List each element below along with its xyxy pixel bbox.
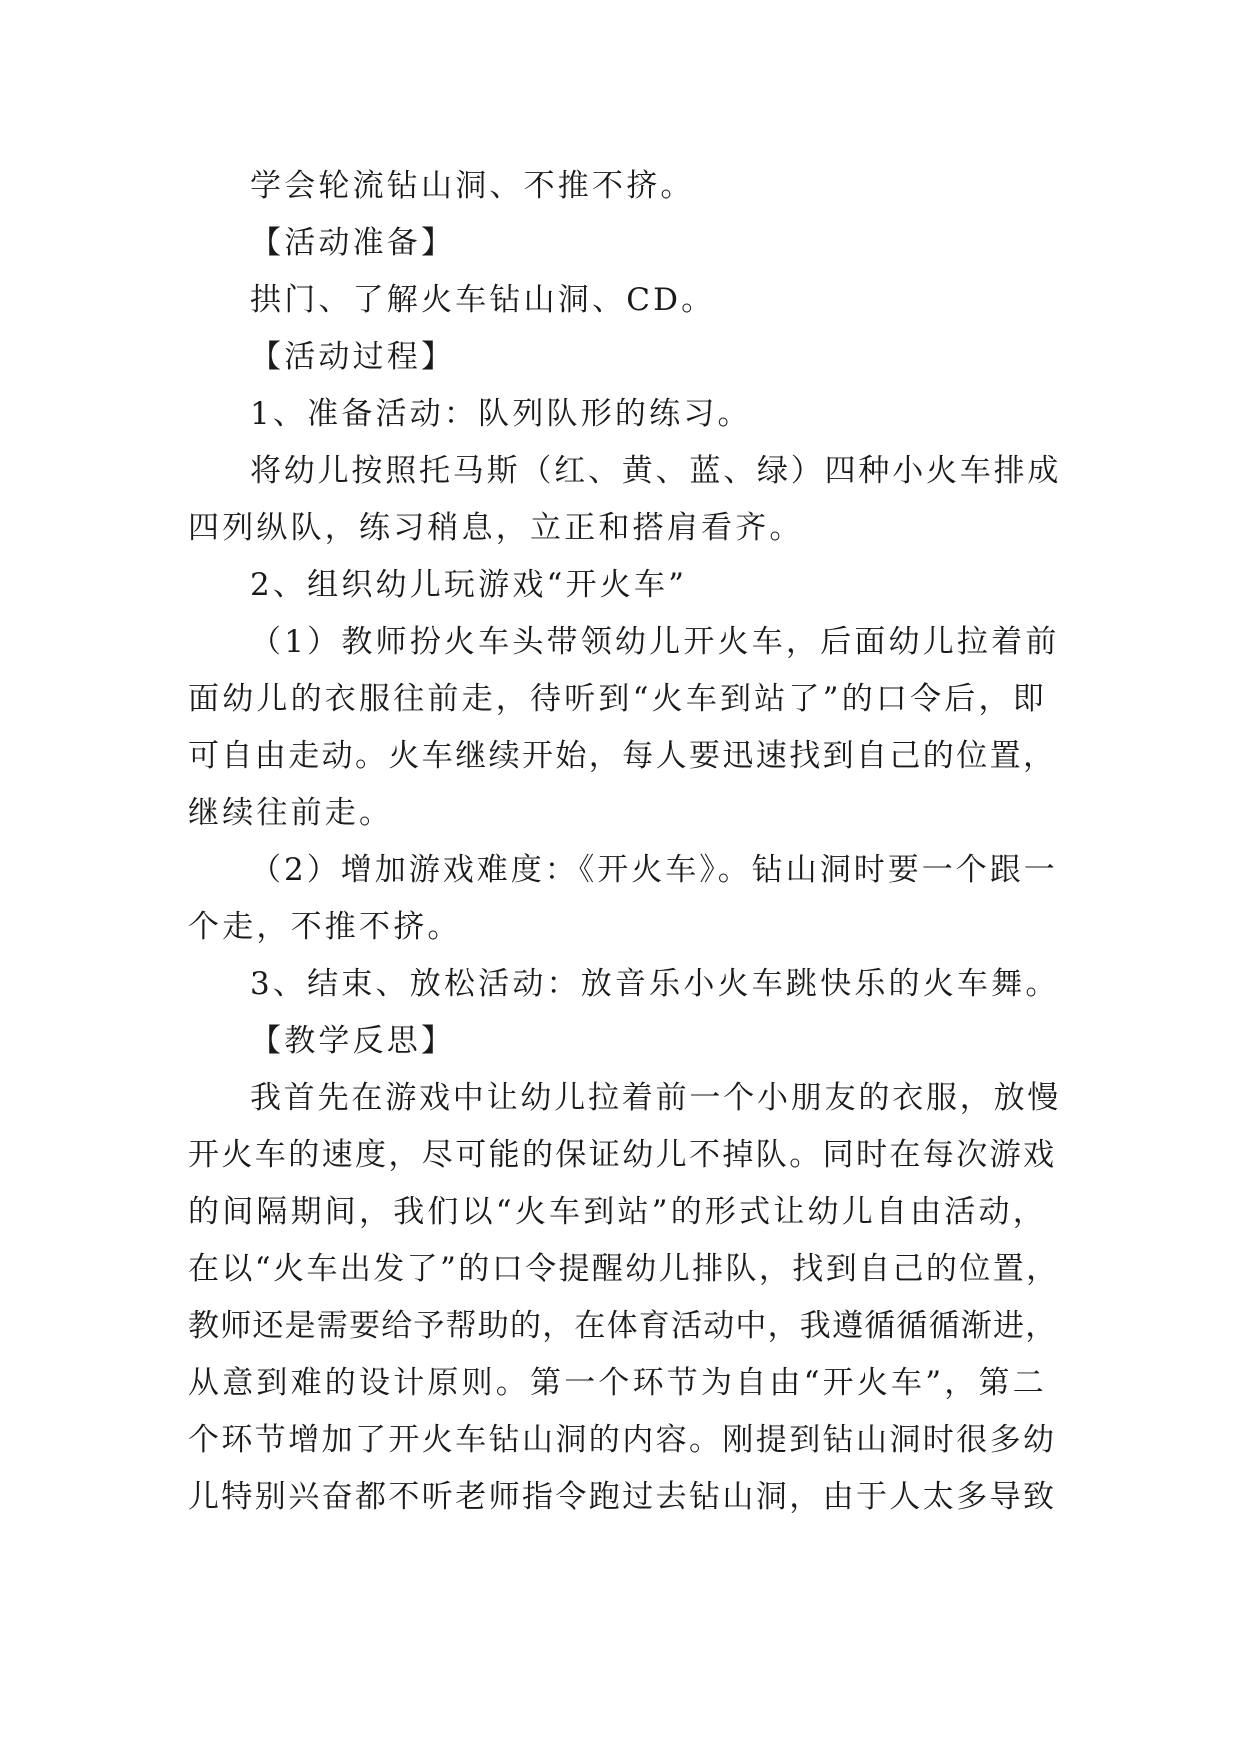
text-line: 在以“火车出发了”的口令提醒幼儿排队，找到自己的位置，: [188, 1251, 1060, 1287]
text-line: （2）增加游戏难度：《开火车》。钻山洞时要一个跟一: [250, 852, 1058, 888]
text-line: 学会轮流钻山洞、不推不挤。: [250, 168, 695, 204]
section-heading: 【教学反思】: [250, 1023, 456, 1059]
text-line: 可自由走动。火车继续开始，每人要迅速找到自己的位置，: [188, 738, 1057, 774]
text-line: 从意到难的设计原则。第一个环节为自由“开火车”，第二: [188, 1365, 1047, 1401]
text-line: 将幼儿按照托马斯（红、黄、蓝、绿）四种小火车排成: [250, 453, 1062, 489]
section-heading: 【活动准备】: [250, 225, 456, 261]
text-line: 四列纵队，练习稍息，立正和搭肩看齐。: [188, 510, 804, 546]
text-line: 个走，不推不挤。: [188, 909, 462, 945]
text-line: 个环节增加了开火车钻山洞的内容。刚提到钻山洞时很多幼: [188, 1422, 1057, 1458]
text-line: 的间隔期间，我们以“火车到站”的形式让幼儿自由活动，: [188, 1194, 1047, 1230]
text-line: 我首先在游戏中让幼儿拉着前一个小朋友的衣服，放慢: [250, 1080, 1062, 1116]
text-line: 继续往前走。: [188, 795, 394, 831]
text-line: 面幼儿的衣服往前走，待听到“火车到站了”的口令后，即: [188, 681, 1047, 717]
text-line: 儿特别兴奋都不听老师指令跑过去钻山洞，由于人太多导致: [188, 1479, 1057, 1515]
text-line: 2、组织幼儿玩游戏“开火车”: [250, 567, 688, 603]
section-heading: 【活动过程】: [250, 339, 456, 375]
text-line: 拱门、了解火车钻山洞、CD。: [250, 282, 716, 318]
text-line: 教师还是需要给予帮助的，在体育活动中，我遵循循循渐进，: [188, 1308, 1058, 1344]
text-line: 1、准备活动：队列队形的练习。: [250, 396, 752, 432]
text-line: （1）教师扮火车头带领幼儿开火车，后面幼儿拉着前: [250, 624, 1060, 660]
text-line: 3、结束、放松活动：放音乐小火车跳快乐的火车舞。: [250, 966, 1060, 1002]
text-line: 开火车的速度，尽可能的保证幼儿不掉队。同时在每次游戏: [188, 1137, 1057, 1173]
